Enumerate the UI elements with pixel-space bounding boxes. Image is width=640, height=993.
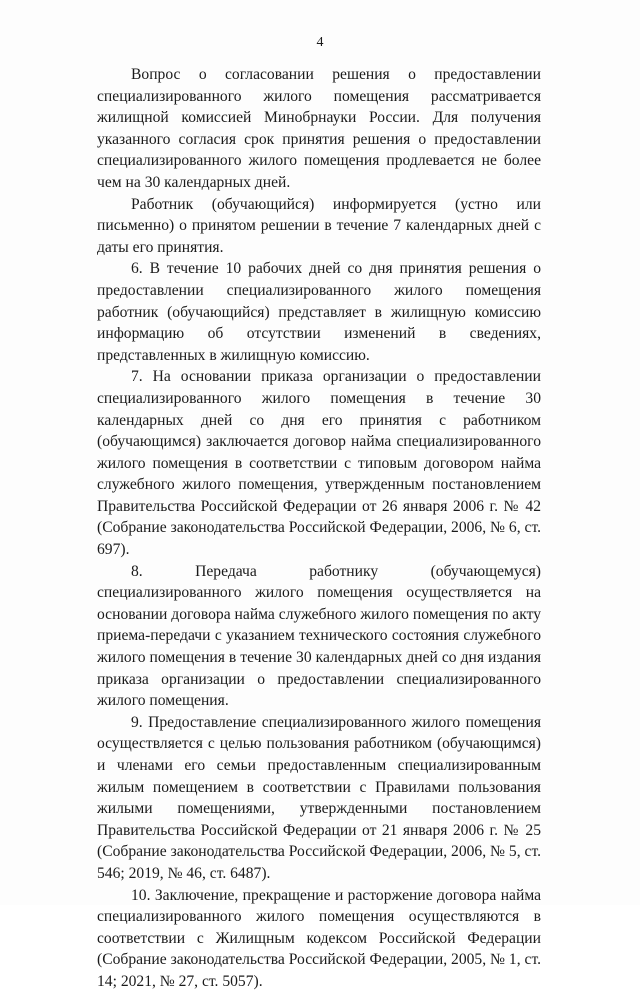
page-number: 4 [316, 35, 324, 50]
paragraph-6: 6. В течение 10 рабочих дней со дня принятия решения о предоставлении специализированного жилого помещения работник (обучающийся) представляет в жилищную комиссию информацию об отсутствии изменений в сведениях, представленных в жилищную комиссию. [97, 260, 541, 364]
paragraph-notification: Работник (обучающийся) информируется (устно или письменно) о принятом решении в течение 7 календарных дней с даты его принятия. [97, 195, 541, 256]
document-body [97, 64, 541, 993]
paragraph-8: 8. Передача работнику (обучающемуся) специализированного жилого помещения осуществляется на основании договора найма служебного жилого помещения по акту приема-передачи с указанием технического состояния служебного жилого помещения в течение 30 календарных дней со дня издания приказа организации о предоставлении специализированного жилого помещения. [97, 562, 541, 710]
paragraph-7: 7. На основании приказа организации о предоставлении специализированного жилого помещения в течение 30 календарных дней со дня его принятия с работником (обучающимся) заключается договор найма специализированного жилого помещения в соответствии с типовым договором найма служебного жилого помещения, утвержденным постановлением Правительства Российской Федерации от 26 января 2006 г. № 42 (Собрание законодательства Российской Федерации, 2006, № 6, ст. 697). [97, 368, 541, 559]
paragraph-approval: Вопрос о согласовании решения о предоставлении специализированного жилого помещения рассматривается жилищной комиссией Минобрнауки России. Для получения указанного согласия срок принятия решения о предоставлении специализированного жилого помещения продлевается не более чем на 30 календарных дней. [97, 66, 541, 191]
paragraph-9: 9. Предоставление специализированного жилого помещения осуществляется с целью пользования работником (обучающимся) и членами его семьи предоставленным специализированным жилым помещением в соответствии с Правилами пользования жилыми помещениями, утвержденными постановлением Правительства Российской Федерации от 21 января 2006 г. № 25 (Собрание законодательства Российской Федерации, 2006, № 5, ст. 546; 2019, № 46, ст. 6487). [97, 713, 541, 882]
paragraph-10: 10. Заключение, прекращение и расторжение договора найма специализированного жилого помещения осуществляются в соответствии с Жилищным кодексом Российской Федерации (Собрание законодательства Российской Федерации, 2005, № 1, ст. 14; 2021, № 27, ст. 5057). [97, 886, 541, 990]
